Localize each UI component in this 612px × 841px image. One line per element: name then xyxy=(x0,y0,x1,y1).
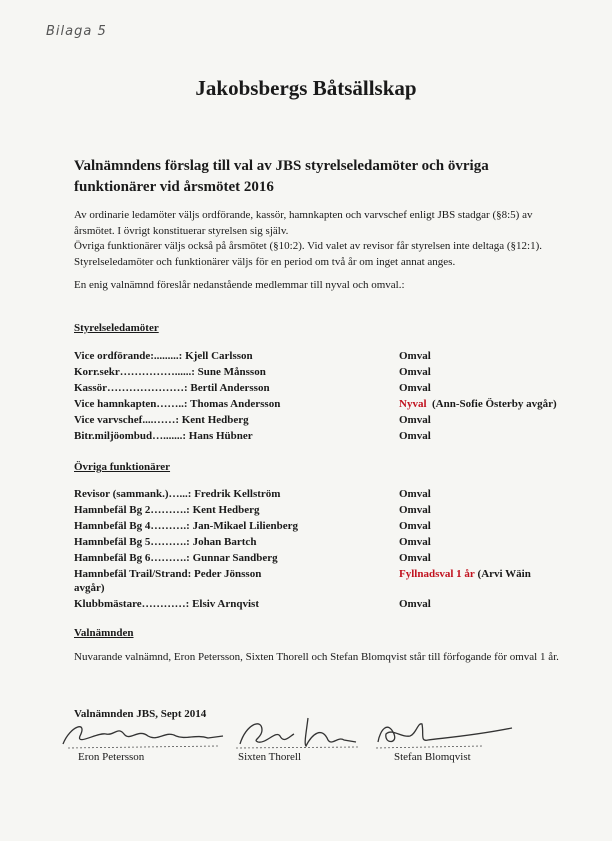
role-label: Vice hamnkapten……..: xyxy=(74,398,188,410)
document-title: Valnämndens förslag till val av JBS styrelseledamöter och övriga funktionärer vid årsmötet 2016 xyxy=(74,158,489,195)
committee-text: Nuvarande valnämnd, Eron Petersson, Sixten Thorell och Stefan Blomqvist står till förfogande för omval 1 år. xyxy=(74,651,559,663)
board-row xyxy=(74,380,594,396)
board-row xyxy=(74,364,594,380)
election-status: Omval xyxy=(399,598,431,610)
role-label: Klubbmästare…………: xyxy=(74,598,190,610)
member-name: Kent Hedberg xyxy=(192,504,260,516)
role-label: Hamnbefäl Bg 2……….: xyxy=(74,504,190,516)
intro-paragraph-1: Av ordinarie ledamöter väljs ordförande, kassör, hamnkapten och varvschef enligt JBS stadgar (§8:5) av årsmötet. I övrigt konstituerar styrelsen sig själv. xyxy=(74,209,533,237)
committee-heading: Valnämnden xyxy=(74,627,134,639)
board-row xyxy=(74,428,594,444)
member-name: Kjell Carlsson xyxy=(185,350,253,362)
board-list xyxy=(74,348,594,444)
status-note: (Arvi Wäin xyxy=(477,568,531,580)
board-row xyxy=(74,396,594,412)
signature-date-line: Valnämnden JBS, Sept 2014 xyxy=(74,708,207,720)
role-label: Hamnbefäl Bg 6……….: xyxy=(74,552,190,564)
election-status: Fyllnadsval 1 år xyxy=(399,568,475,580)
election-status: Omval xyxy=(399,536,431,548)
member-name: Kent Hedberg xyxy=(181,414,249,426)
signature-1 xyxy=(58,714,228,754)
functionary-row xyxy=(74,534,594,550)
member-name: Jan-Mikael Lilienberg xyxy=(192,520,298,532)
functionaries-heading: Övriga funktionärer xyxy=(74,461,171,473)
role-label: Vice varvschef....……: xyxy=(74,414,179,426)
board-row xyxy=(74,348,594,364)
member-name: Hans Hübner xyxy=(188,430,253,442)
functionaries-list xyxy=(74,486,594,612)
board-row xyxy=(74,412,594,428)
role-label: Hamnbefäl Bg 5……….: xyxy=(74,536,190,548)
role-label: Revisor (sammank.)…...: xyxy=(74,488,192,500)
role-label: Bitr.miljöombud….......: xyxy=(74,430,187,442)
intro-paragraph-4: En enig valnämnd föreslår nedanstående medlemmar till nyval och omval.: xyxy=(74,279,405,291)
member-name: Sune Månsson xyxy=(197,366,266,378)
role-label: Hamnbefäl Bg 4……….: xyxy=(74,520,190,532)
signatory-name: Eron Petersson xyxy=(78,751,145,763)
election-status: Omval xyxy=(399,488,431,500)
intro-paragraph-2: Övriga funktionärer väljs också på årsmötet (§10:2). Vid valet av revisor får styrelsen inte deltaga (§12:1). xyxy=(74,240,543,252)
election-status: Nyval xyxy=(399,398,427,410)
election-status: Omval xyxy=(399,366,431,378)
board-heading: Styrelseledamöter xyxy=(74,322,159,334)
intro-text xyxy=(74,208,574,294)
intro-paragraph-3: Styrelseledamöter och funktionärer väljs för en period om två år om inget annat anges. xyxy=(74,255,456,268)
election-status: Omval xyxy=(399,382,431,394)
election-status: Omval xyxy=(399,552,431,564)
organization-title: Jakobsbergs Båtsällskap xyxy=(195,76,417,100)
functionary-row xyxy=(74,566,594,596)
status-note: (Ann-Sofie Österby avgår) xyxy=(432,398,557,410)
election-status: Omval xyxy=(399,520,431,532)
member-name: Thomas Andersson xyxy=(190,398,281,410)
handwritten-annotation: Bilaga 5 xyxy=(46,24,107,39)
functionary-row xyxy=(74,518,594,534)
status-note-continued: avgår) xyxy=(74,582,105,594)
member-name: Johan Bartch xyxy=(192,536,257,548)
functionary-row xyxy=(74,486,594,502)
role-label: Korr.sekr……………......: xyxy=(74,366,195,378)
member-name: Gunnar Sandberg xyxy=(192,552,278,564)
election-status: Omval xyxy=(399,504,431,516)
role-label: Kassör…………………: xyxy=(74,382,188,394)
role-label: Vice ordförande:.........: xyxy=(74,350,183,362)
member-name: Bertil Andersson xyxy=(190,382,270,394)
election-status: Omval xyxy=(399,414,431,426)
signature-2 xyxy=(232,714,362,754)
role-label: Hamnbefäl Trail/Strand: xyxy=(74,568,192,580)
functionary-row xyxy=(74,502,594,518)
signatory-name: Stefan Blomqvist xyxy=(394,751,471,763)
member-name: Elsiv Arnqvist xyxy=(192,598,259,610)
signature-3 xyxy=(372,714,522,754)
election-status: Omval xyxy=(399,430,431,442)
member-name: Peder Jönsson xyxy=(194,568,262,580)
signatory-name: Sixten Thorell xyxy=(238,751,302,763)
functionary-row xyxy=(74,550,594,566)
member-name: Fredrik Kellström xyxy=(194,488,281,500)
election-status: Omval xyxy=(399,350,431,362)
functionary-row xyxy=(74,596,594,612)
